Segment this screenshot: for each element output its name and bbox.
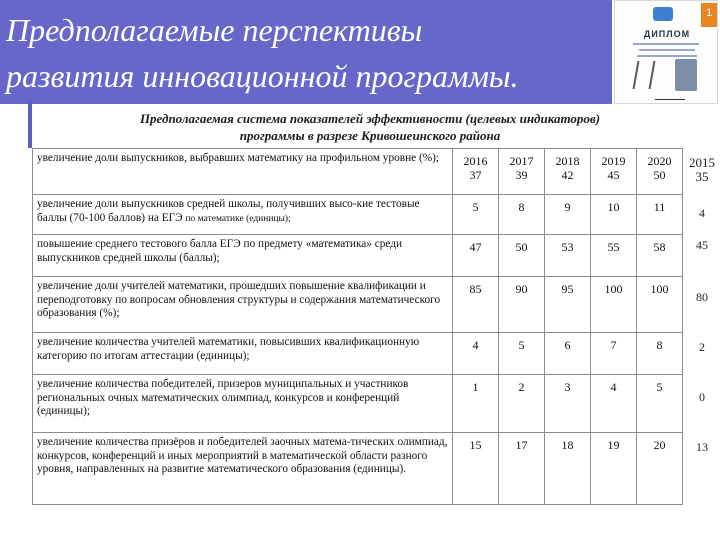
indicator-value: 47 xyxy=(453,235,499,277)
diploma-place-badge: 1 xyxy=(701,3,717,27)
table-caption-line-2: программы в разрезе Кривошеинского района xyxy=(239,128,501,143)
baseline-value: 80 xyxy=(696,290,708,304)
slide-title-line-2: развития инновационной программы. xyxy=(6,58,519,94)
table-caption xyxy=(40,110,700,144)
indicator-value: 5 xyxy=(499,333,545,375)
indicator-value: 7 xyxy=(591,333,637,375)
year-label: 2019 xyxy=(601,154,626,168)
table-row xyxy=(33,235,683,277)
indicator-value: 5 xyxy=(453,195,499,235)
indicator-label-suffix: по математике (единицы); xyxy=(185,213,291,224)
diploma-logo-icon xyxy=(653,7,673,21)
indicator-value: 50 xyxy=(653,167,666,182)
diploma-text-line xyxy=(633,43,699,45)
year-label: 2020 xyxy=(647,154,672,168)
diploma-text-line xyxy=(637,55,697,57)
indicator-label: увеличение количества призёров и победителей заочных матема-тических олимпиад, конкурсов, конференций и иных мероприятий в математической области разного уровня, направленных на развитие математического образования (единицы). xyxy=(33,433,453,505)
indicator-label: увеличение доли выпускников, выбравших математику на профильном уровне (%); xyxy=(33,149,453,195)
value-cell xyxy=(499,149,545,195)
baseline-column-header xyxy=(684,156,720,184)
diploma-heading: ДИПЛОМ xyxy=(643,29,691,39)
slide-title-line-1: Предполагаемые перспективы xyxy=(6,12,423,48)
indicator-value: 10 xyxy=(591,195,637,235)
indicator-value: 11 xyxy=(637,195,683,235)
indicator-value: 17 xyxy=(499,433,545,505)
indicator-value: 39 xyxy=(515,167,528,182)
year-label: 2017 xyxy=(509,154,534,168)
indicator-value: 45 xyxy=(607,167,620,182)
value-cell xyxy=(591,149,637,195)
baseline-value: 2 xyxy=(699,340,705,354)
indicator-value: 90 xyxy=(499,277,545,333)
value-cell xyxy=(453,149,499,195)
table-row xyxy=(33,277,683,333)
indicator-label xyxy=(33,195,453,235)
indicator-label: увеличение количества победителей, призеров муниципальных и участников региональных очных математических олимпиад, конкурсов и конференций (единицы); xyxy=(33,375,453,433)
indicator-value: 2 xyxy=(499,375,545,433)
table-row xyxy=(33,195,683,235)
indicator-value: 8 xyxy=(637,333,683,375)
compass-icon xyxy=(633,61,656,89)
baseline-value: 45 xyxy=(696,238,708,252)
indicator-value: 8 xyxy=(499,195,545,235)
indicator-value: 100 xyxy=(637,277,683,333)
indicator-label: увеличение количества учителей математики, повысивших квалификационную категорию по итогам аттестации (единицы); xyxy=(33,333,453,375)
indicator-value: 19 xyxy=(591,433,637,505)
indicator-value: 9 xyxy=(545,195,591,235)
year-label: 2016 xyxy=(463,154,488,168)
indicator-label: увеличение доли учителей математики, прошедших повышение квалификации и переподготовку по вопросам обновления структуры и содержания математического образования (%); xyxy=(33,277,453,333)
baseline-value: 13 xyxy=(696,440,708,454)
indicator-value: 37 xyxy=(469,167,482,182)
indicator-value: 100 xyxy=(591,277,637,333)
baseline-year: 2015 xyxy=(689,155,715,170)
indicator-label: повышение среднего тестового балла ЕГЭ по предмету «математика» среди выпускников средней школы (баллы); xyxy=(33,235,453,277)
year-label: 2018 xyxy=(555,154,580,168)
indicator-value: 15 xyxy=(453,433,499,505)
table-row xyxy=(33,149,683,195)
table-row xyxy=(33,433,683,505)
indicator-value: 6 xyxy=(545,333,591,375)
indicator-value: 50 xyxy=(499,235,545,277)
table-row xyxy=(33,333,683,375)
calculator-icon xyxy=(675,59,697,91)
indicator-value: 1 xyxy=(453,375,499,433)
diploma-image xyxy=(614,0,718,104)
indicator-value: 5 xyxy=(637,375,683,433)
indicators-table xyxy=(32,148,683,505)
indicator-value: 95 xyxy=(545,277,591,333)
indicator-value: 58 xyxy=(637,235,683,277)
baseline-value: 0 xyxy=(699,390,705,404)
value-cell xyxy=(637,149,683,195)
indicator-value: 53 xyxy=(545,235,591,277)
indicator-value: 20 xyxy=(637,433,683,505)
indicator-value: 3 xyxy=(545,375,591,433)
indicator-value: 4 xyxy=(591,375,637,433)
diploma-signature xyxy=(655,93,685,100)
baseline-value: 35 xyxy=(695,169,709,184)
value-cell xyxy=(545,149,591,195)
indicator-label-text: увеличение доли выпускников средней школы, получивших высо-кие тестовые баллы (70-100 баллов) на ЕГЭ xyxy=(37,198,420,224)
table-row xyxy=(33,375,683,433)
indicator-value: 4 xyxy=(453,333,499,375)
indicator-value: 85 xyxy=(453,277,499,333)
indicator-value: 42 xyxy=(561,167,574,182)
table-caption-line-1: Предполагаемая система показателей эффективности (целевых индикаторов) xyxy=(139,111,601,126)
frame-accent xyxy=(28,100,32,148)
diploma-text-line xyxy=(639,49,695,51)
indicator-value: 55 xyxy=(591,235,637,277)
baseline-value: 4 xyxy=(699,206,705,220)
indicator-value: 18 xyxy=(545,433,591,505)
